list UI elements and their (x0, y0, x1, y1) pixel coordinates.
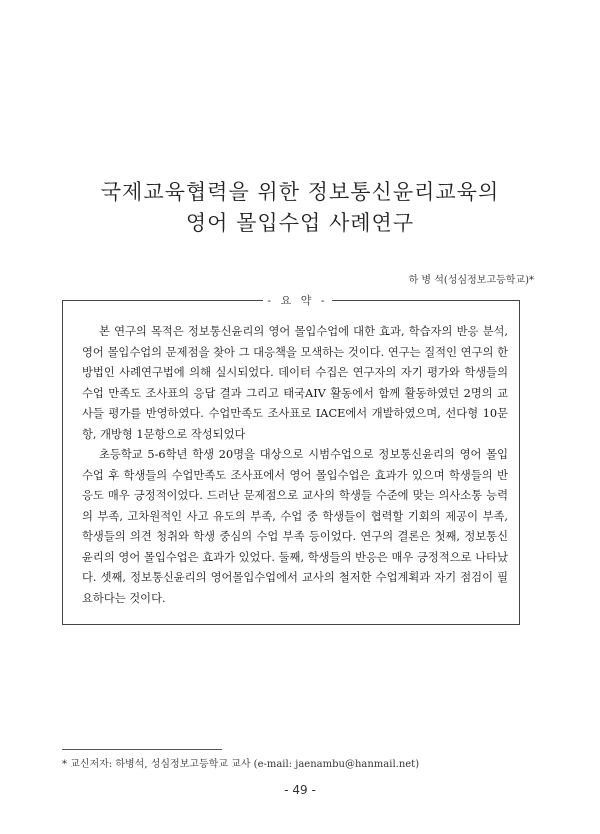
corresponding-author-footnote: * 교신저자: 하병석, 성심정보고등학교 교사 (e-mail: jaenambu@hanmail.net) (62, 759, 420, 770)
footnote-divider (62, 749, 222, 750)
paper-title-line-2: 영어 몰입수업 사례연구 (185, 211, 415, 235)
page-number: - 49 - (284, 783, 316, 797)
paper-title-line-1: 국제교육협력을 위한 정보통신윤리교육의 (100, 180, 500, 204)
abstract-body (82, 322, 508, 609)
abstract-heading: - 요 약 - (267, 294, 328, 307)
abstract-paragraph-1: 본 연구의 목적은 정보통신윤리의 영어 몰입수업에 대한 효과, 학습자의 반응 분석, 영어 몰입수업의 문제점을 찾아 그 대응책을 모색하는 것이다. 연구는 질적인 연구의 한 방법인 사례연구법에 의해 실시되었다. 데이터 수집은 연구자의 자기 평가와 학생들의 수업 만족도 조사표의 응답 결과 그리고 태국AIV 활동에서 함께 활동하였던 2명의 교사들 평가를 반영하였다. 수업만족도 조사표로 IACE에서 개발하였으며, 선다형 10문항, 개방형 1문항으로 작성되었다 (82, 325, 508, 441)
author-affiliation: 하 병 석(성심정보고등학교)* (408, 275, 534, 286)
abstract-box-top-rule-left (62, 300, 263, 301)
abstract-box-top-rule-right (332, 300, 519, 301)
abstract-paragraph-2: 초등학교 5-6학년 학생 20명을 대상으로 시범수업으로 정보통신윤리의 영어 몰입수업 후 학생들의 수업만족도 조사표에서 영어 몰입수업은 효과가 있으며 학생들의 반응도 매우 긍정적이었다. 드러난 문제점으로 교사의 학생들 수준에 맞는 의사소통 능력의 부족, 고차원적인 사고 유도의 부족, 수업 중 학생들이 협력할 기회의 제공이 부족, 학생들의 의견 청취와 학생 중심의 수업 부족 등이었다. 연구의 결론은 첫째, 정보통신윤리의 영어 몰입수업은 효과가 있었다. 둘째, 학생들의 반응은 매우 긍정적으로 나타났다. 셋째, 정보통신윤리의 영어몰입수업에서 교사의 철저한 수업계획과 자기 점검이 필요하다는 것이다. (82, 448, 508, 605)
